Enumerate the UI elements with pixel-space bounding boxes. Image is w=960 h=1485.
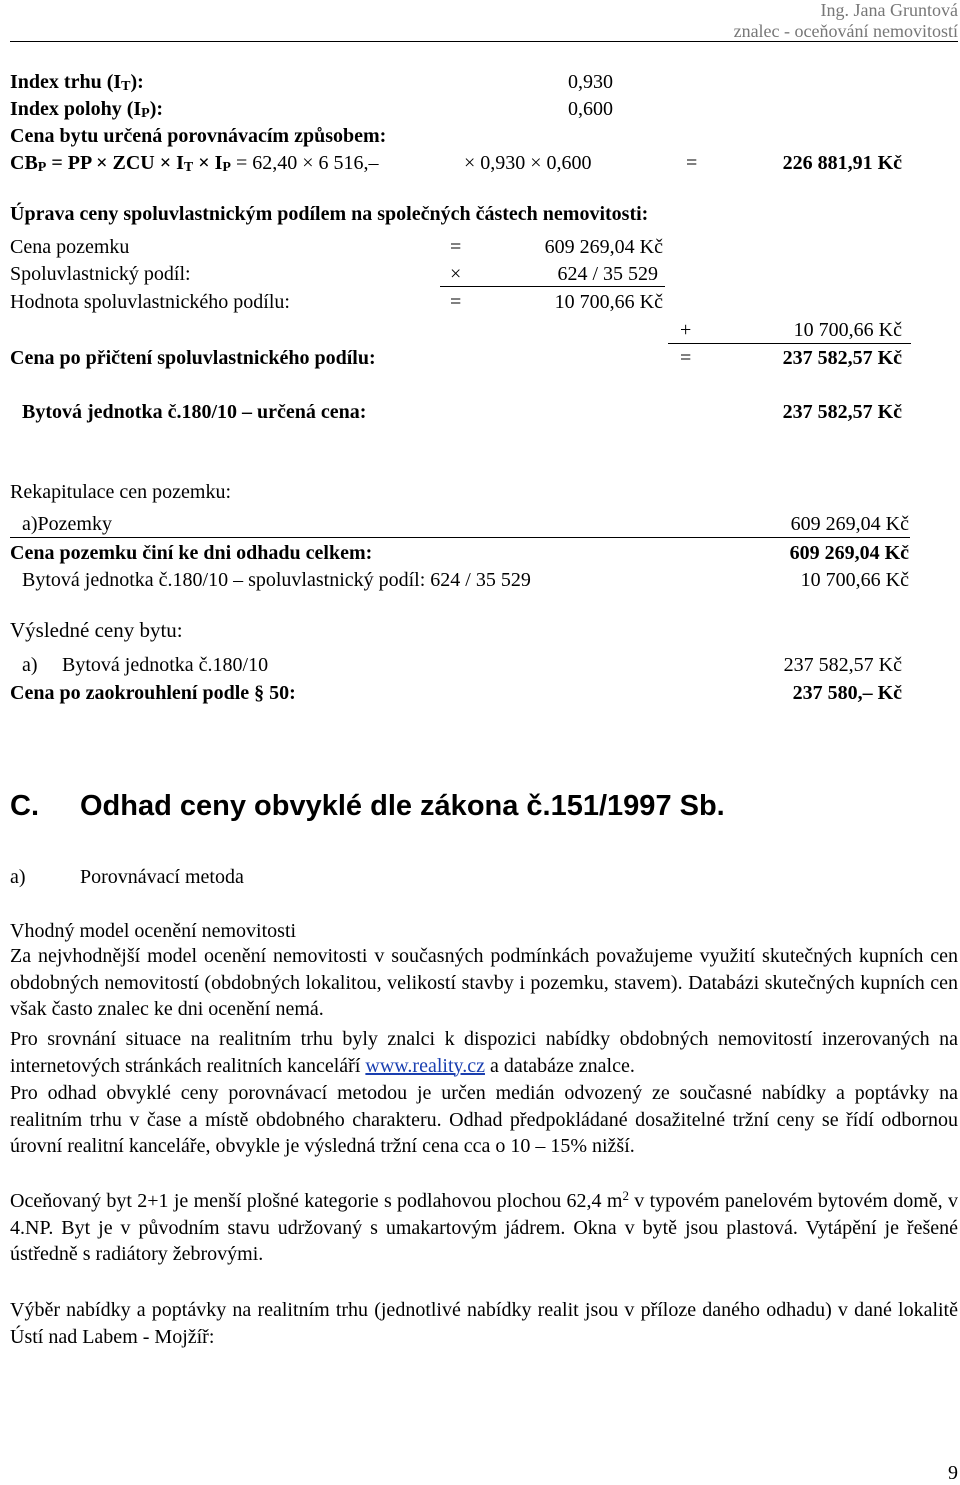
market-index-label: Index trhu $(I_T)$: [10,71,144,94]
land-price-value: 609 269,04 Kč [544,236,663,258]
land-share-value: 10 700,66 Kč [800,569,909,591]
price-after-share-label: Cena po přičtení spoluvlastnického podílu: [10,347,376,369]
land-item-value: 609 269,04 Kč [790,513,909,535]
price-formula-equals: = [686,152,698,174]
share-calc-rule [440,286,665,287]
result-item-value: 237 582,57 Kč [783,654,902,676]
ownership-share-op: × [450,263,462,285]
share-value-op: = [450,291,462,313]
header-role: znalec - oceňování nemovitostí [733,21,958,41]
addition-op: + [680,319,692,341]
addition-value: 10 700,66 Kč [793,319,902,341]
model-paragraph-3: Pro odhad obvyklé ceny porovnávací metodou je určen medián odvozený ze současné nabídky a poptávky na realitním trhu v čase a místě obdobného charakteru. Odhad předpokládané dosažitelné tržní ceny se řídí odbornou úrovní realitní kanceláře, obvykle je výsledná tržní cena cca o 10 – 15% nižší. [10,1082,958,1157]
section-letter: C. [10,790,39,822]
rounded-price-label: Cena po zaokrouhlení podle § 50: [10,682,296,704]
land-total-label: Cena pozemku činí ke dni odhadu celkem: [10,542,373,564]
share-value-value: 10 700,66 Kč [554,291,663,313]
model-heading: Vhodný model ocenění nemovitosti [10,920,297,942]
unit-price-value: 237 582,57 Kč [782,401,902,423]
location-index-label: Index polohy $(I_P)$: [10,98,164,121]
model-paragraph-1: Za nejvhodnější model ocenění nemovitosti v současných podmínkách považujeme využití skutečných kupních cen obdobných nemovitostí (obdobných lokalitou, velikostí stavby i pozemku, stavem). Databázi skutečných kupních cen však často znalec ke dni ocenění nemá. [10,945,958,1020]
land-price-label: Cena pozemku [10,236,130,258]
ownership-share-label: Spoluvlastnický podíl: [10,263,191,285]
model-paragraph-2: Pro srovnání situace na realitním trhu byly znalci k dispozici nabídky obdobných nemovitostí inzerovaných na internetových stránkách realitních kanceláří www.reality.cz a databáze znalce. [10,1028,958,1077]
reality-link[interactable]: www.reality.cz [365,1054,485,1077]
subsection-title: Porovnávací metoda [80,866,244,888]
share-value-label: Hodnota spoluvlastnického podílu: [10,291,290,313]
share-adjustment-title: Úprava ceny spoluvlastnickým podílem na společných částech nemovitosti: [10,203,649,225]
market-index-value: 0,930 [568,71,613,93]
results-title: Výsledné ceny bytu: [10,618,183,642]
section-title: Odhad ceny obvyklé dle zákona č.151/1997 Sb. [80,790,725,822]
unit-price-label: Bytová jednotka č.180/10 – určená cena: [22,401,367,423]
price-after-share-value: 237 582,57 Kč [782,347,902,369]
result-item-letter: a) [22,654,38,676]
comparison-method-label: Cena bytu určená porovnávacím způsobem: [10,125,387,147]
addition-rule [668,343,911,344]
ownership-share-value: 624 / 35 529 [557,263,658,285]
location-index-value: 0,600 [568,98,613,120]
price-after-share-op: = [680,347,692,369]
model-paragraph-5: Výběr nabídky a poptávky na realitním trhu (jednotlivé nabídky realit jsou v příloze daného odhadu) v dané lokalitě Ústí nad Labem - Mojžíř: [10,1299,958,1348]
land-total-value: 609 269,04 Kč [789,542,909,564]
result-item-label: Bytová jednotka č.180/10 [62,654,269,676]
price-formula: $CB_P$ = PP × ZCU × $I_T \times I_P = 62,40 \times 6$ 516,– [10,152,379,175]
header-author: Ing. Jana Gruntová [820,0,958,20]
land-recap-title: Rekapitulace cen pozemku: [10,481,232,503]
price-formula-indices: × 0,930 × 0,600 [464,152,592,174]
land-share-label: Bytová jednotka č.180/10 – spoluvlastnický podíl: 624 / 35 529 [22,569,531,591]
subsection-letter: a) [10,866,26,888]
price-formula-result: 226 881,91 Kč [782,152,902,174]
land-item-label: a)Pozemky [22,513,112,535]
land-price-op: = [450,236,462,258]
rounded-price-value: 237 580,– Kč [792,682,902,704]
page-number: 9 [948,1462,958,1484]
land-recap-rule [10,537,910,538]
model-paragraph-4: Oceňovaný byt 2+1 je menší plošné kategorie s podlahovou plochou 62,4 $m^2$ v typovém panelovém bytovém domě, v 4.NP. Byt je v původním stavu udržovaný s umakartovým jádrem. Okna v bytě jsou plastová. Vytápění je řešené ústředně s radiátory žebrovými. [10,1188,958,1265]
header-rule [10,41,958,42]
